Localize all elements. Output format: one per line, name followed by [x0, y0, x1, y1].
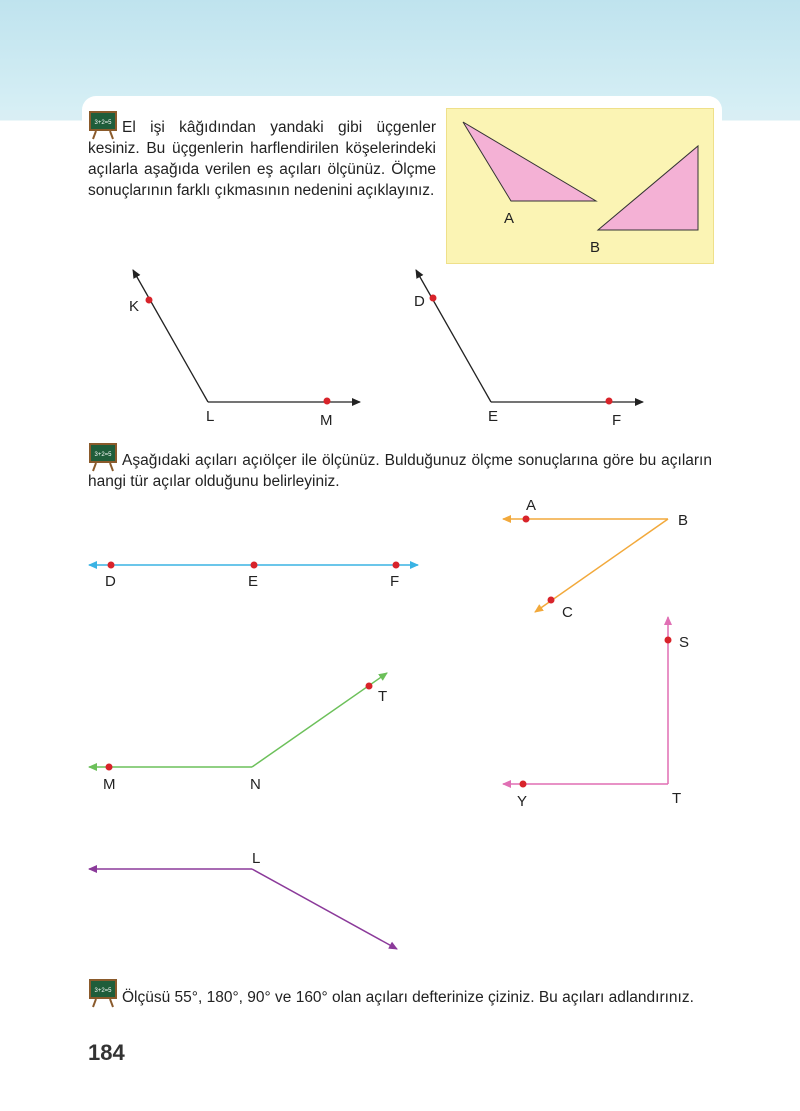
straight-angle-def: [89, 562, 418, 591]
svg-text:3+2=5: 3+2=5: [94, 988, 112, 994]
label-l: L: [252, 850, 261, 867]
triangle-b: [598, 146, 698, 230]
label-m: M: [320, 412, 333, 429]
label-t: T: [672, 790, 682, 807]
point-f: [393, 562, 400, 569]
exercise-3-paragraph: Ölçüsü 55°, 180°, 90° ve 160° olan açıları defterinize çiziniz. Bu açıları adlandırınız.: [122, 989, 694, 1006]
angle-klm: [129, 270, 360, 429]
point-m: [106, 764, 113, 771]
point-e: [251, 562, 258, 569]
angle-mnt: [89, 673, 387, 793]
label-t: T: [378, 688, 388, 705]
point-f: [606, 398, 613, 405]
label-s: S: [679, 634, 690, 651]
label-e: E: [488, 408, 499, 425]
angle-sty: [503, 617, 689, 810]
point-s: [665, 637, 672, 644]
label-f: F: [612, 412, 622, 429]
label-e: E: [248, 573, 259, 590]
point-a: [523, 516, 530, 523]
label-c: C: [562, 604, 573, 621]
svg-text:3+2=5: 3+2=5: [94, 120, 112, 126]
exercise-1-paragraph: El işi kâğıdından yandaki gibi üçgenler kesiniz. Bu üçgenlerin harflendirilen köşelerindeki açılarla aşağıda verilen eş açıları ölçünüz. Ölçme sonuçlarının farklı çıkmasının nedenini açıklayınız.: [88, 119, 436, 199]
label-n: N: [250, 776, 261, 793]
label-d: D: [105, 573, 116, 590]
point-c: [548, 597, 555, 604]
point-y: [520, 781, 527, 788]
triangle-a: [463, 122, 596, 201]
point-d: [430, 295, 437, 302]
label-l: L: [206, 408, 215, 425]
triangle-a-label: A: [504, 210, 515, 227]
exercise-2-paragraph: Aşağıdaki açıları açıölçer ile ölçünüz. Bulduğunuz ölçme sonuçlarına göre bu açıların hangi tür açılar olduğunu belirleyiniz.: [88, 452, 712, 490]
point-d: [108, 562, 115, 569]
label-d: D: [414, 293, 425, 310]
label-y: Y: [517, 793, 528, 810]
point-t: [366, 683, 373, 690]
point-m: [324, 398, 331, 405]
label-k: K: [129, 298, 140, 315]
label-a: A: [526, 497, 537, 514]
label-b: B: [678, 512, 689, 529]
label-m: M: [103, 776, 116, 793]
svg-text:3+2=5: 3+2=5: [94, 452, 112, 458]
angle-def: [414, 270, 643, 429]
angle-abc: [503, 497, 688, 621]
point-k: [146, 297, 153, 304]
page-number: 184: [88, 1040, 125, 1065]
angle-l: [89, 850, 397, 949]
triangle-b-label: B: [590, 239, 601, 256]
label-f: F: [390, 573, 400, 590]
